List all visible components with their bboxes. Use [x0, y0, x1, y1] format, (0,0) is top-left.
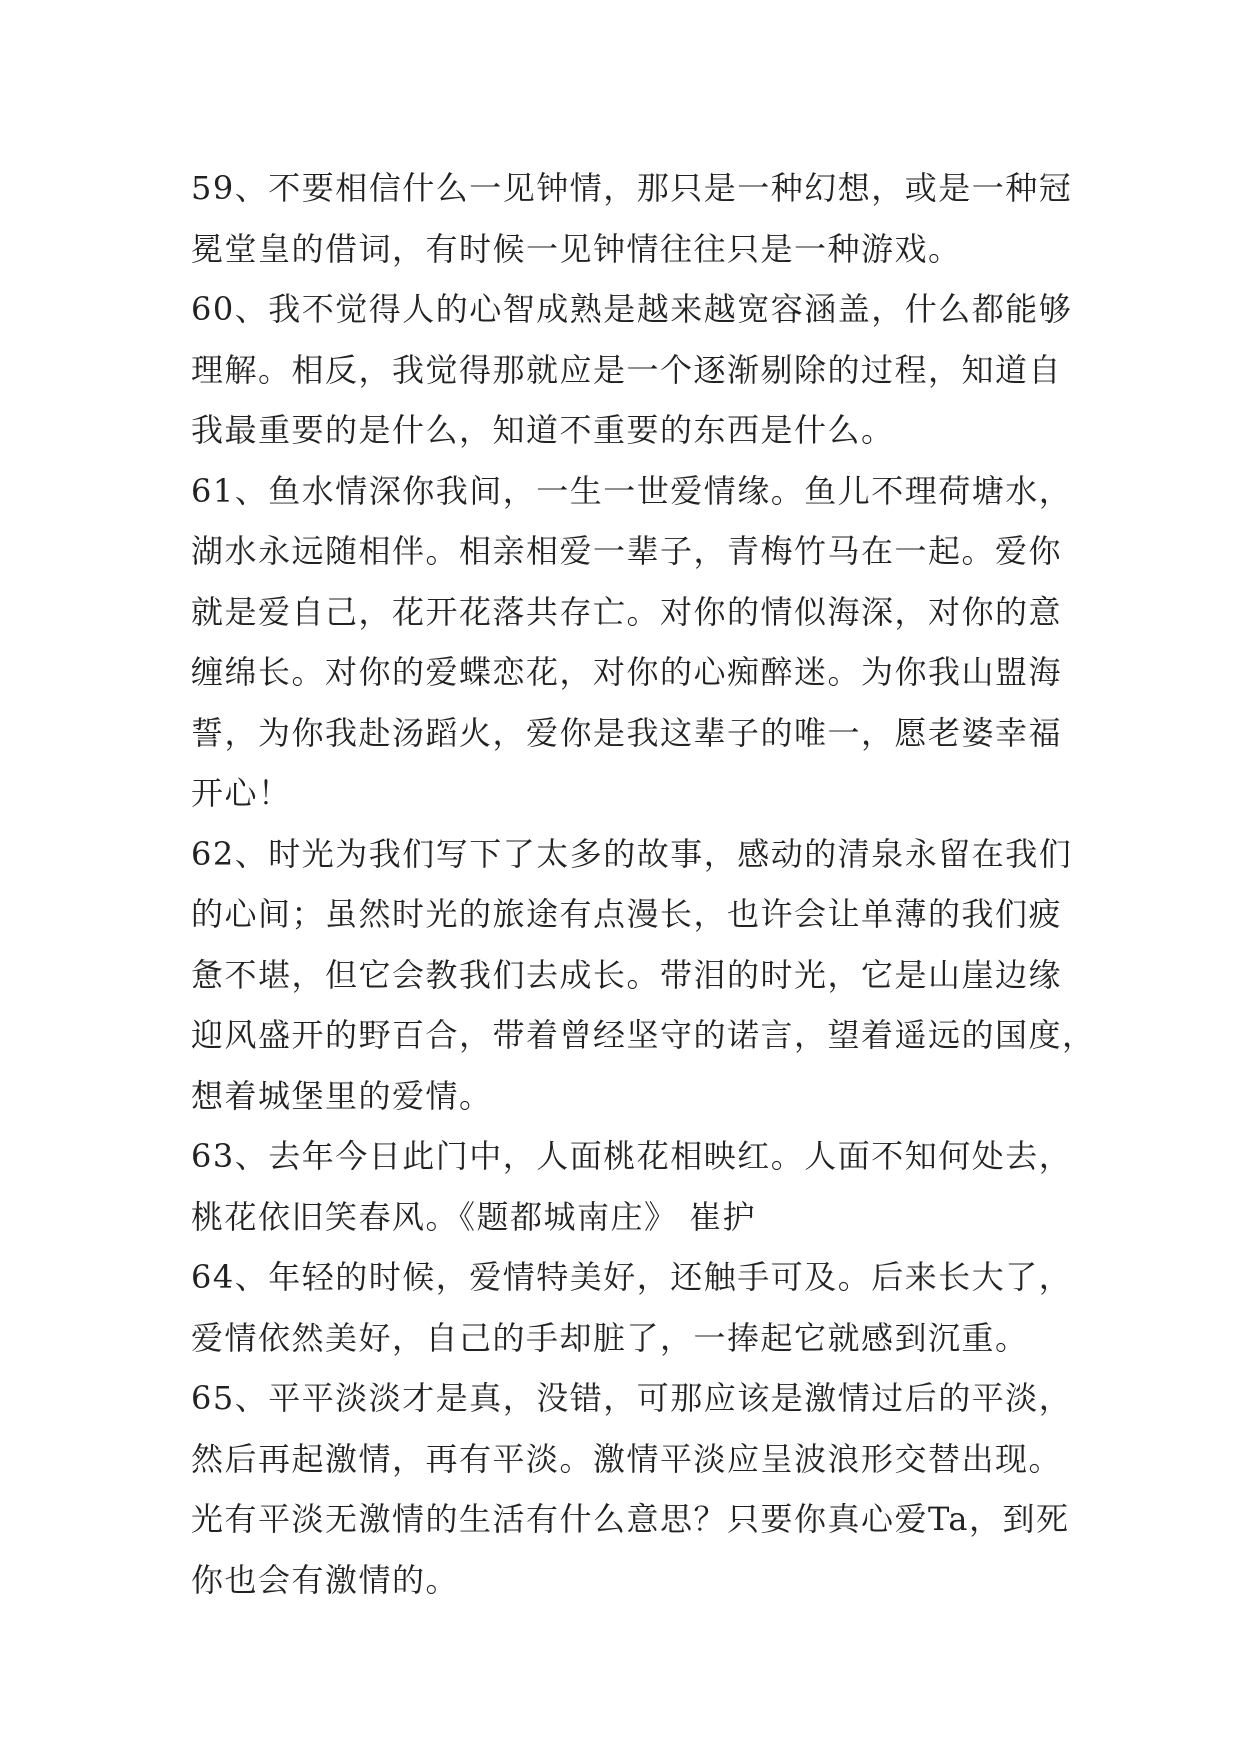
text-line: 迎风盛开的野百合，带着曾经坚守的诺言，望着遥远的国度，: [191, 1016, 1096, 1054]
text-line: 59、不要相信什么一见钟情，那只是一种幻想，或是一种冠: [191, 169, 1073, 207]
text-line: 光有平淡无激情的生活有什么意思？只要你真心爱Ta，到死: [191, 1500, 1070, 1538]
document-body: [191, 158, 1096, 1610]
text-line: 誓，为你我赴汤蹈火，爱你是我这辈子的唯一，愿老婆幸福: [191, 713, 1063, 752]
text-line: 桃花依旧笑春风。《题都城南庄》 崔护: [191, 1197, 757, 1236]
text-line: 然后再起激情，再有平淡。激情平淡应呈波浪形交替出现。: [191, 1439, 1063, 1478]
text-line: 想着城堡里的爱情。: [191, 1076, 493, 1115]
text-line: 理解。相反，我觉得那就应是一个逐渐剔除的过程，知道自: [191, 350, 1063, 389]
text-line: 你也会有激情的。: [191, 1560, 460, 1599]
text-line: 就是爱自己，花开花落共存亡。对你的情似海深，对你的意: [191, 592, 1063, 631]
text-line: 62、时光为我们写下了太多的故事，感动的清泉永留在我们: [191, 834, 1073, 873]
text-line: 爱情依然美好，自己的手却脏了，一捧起它就感到沉重。: [191, 1318, 1029, 1357]
text-line: 湖水永远随相伴。相亲相爱一辈子，青梅竹马在一起。爱你: [191, 532, 1063, 570]
text-line: 65、平平淡淡才是真，没错，可那应该是激情过后的平淡，: [191, 1379, 1073, 1417]
text-line: 冕堂皇的借词，有时候一见钟情往往只是一种游戏。: [191, 229, 962, 268]
text-line: 缠绵长。对你的爱蝶恋花，对你的心痴醉迷。为你我山盟海: [191, 653, 1063, 691]
text-line: 61、鱼水情深你我间，一生一世爱情缘。鱼儿不理荷塘水，: [191, 471, 1073, 510]
text-line: 60、我不觉得人的心智成熟是越来越宽容涵盖，什么都能够: [191, 290, 1073, 328]
text-line: 的心间；虽然时光的旅途有点漫长，也许会让单薄的我们疲: [191, 895, 1063, 933]
text-line: 开心！: [191, 774, 292, 812]
text-line: 64、年轻的时候，爱情特美好，还触手可及。后来长大了，: [191, 1258, 1073, 1296]
text-line: 惫不堪，但它会教我们去成长。带泪的时光，它是山崖边缘: [191, 955, 1063, 994]
text-line: 63、去年今日此门中，人面桃花相映红。人面不知何处去，: [191, 1137, 1073, 1175]
text-line: 我最重要的是什么，知道不重要的东西是什么。: [191, 411, 895, 449]
